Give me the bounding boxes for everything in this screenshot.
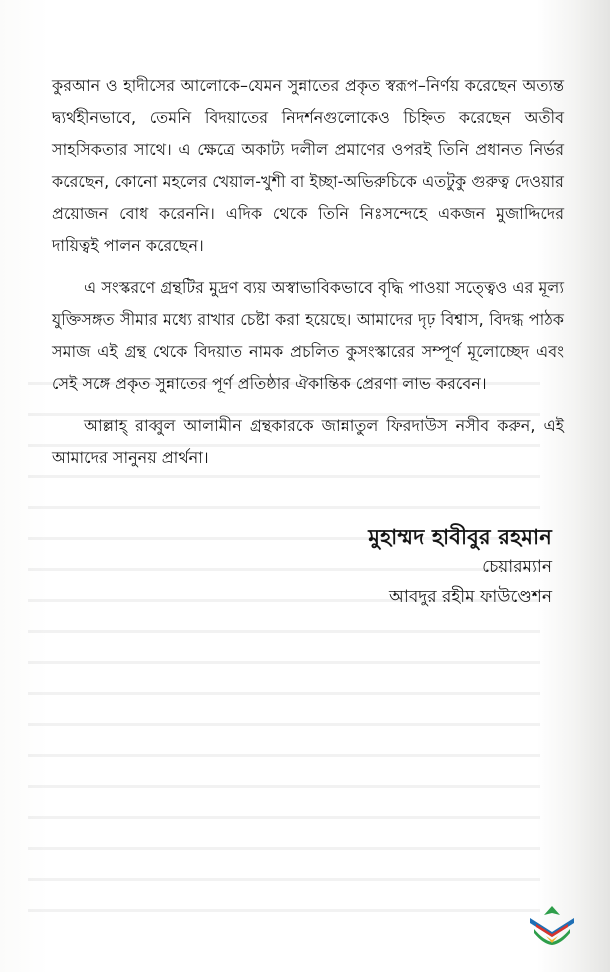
signature-block <box>368 522 552 612</box>
paragraph-3: আল্লাহ্ রাব্বুল আলামীন গ্রন্থকারকে জান্নাতুল ফিরদাউস নসীব করুন, এই আমাদের সানুনয় প্রার্থনা। <box>52 416 564 467</box>
foundation-logo-icon <box>520 902 584 946</box>
body-text <box>52 70 564 474</box>
signatory-organization: আবদুর রহীম ফাউণ্ডেশন <box>388 587 552 607</box>
signatory-name: মুহাম্মদ হাবীবুর রহমান <box>368 525 552 549</box>
signatory-role: চেয়ারম্যান <box>482 557 552 577</box>
paragraph-1: কুরআন ও হাদীসের আলোকে–যেমন সুন্নাতের প্রকৃত স্বরূপ–নির্ণয় করেছেন অত্যন্ত দ্ব্যর্থহীনভাবে, তেমনি বিদয়াতের নিদর্শনগুলোকেও চিহ্নিত করেছেন অতীব সাহসিকতার সাথে। এ ক্ষেত্রে অকাট্য দলীল প্রমাণের ওপরই তিনি প্রধানত নির্ভর করেছেন, কোনো মহলের খেয়াল-খুশী বা ইচ্ছা-অভিরুচিকে এতটুকু গুরুত্ব দেওয়ার প্রয়োজন বোধ করেননি। এদিক থেকে তিনি নিঃসন্দেহে একজন মুজাদ্দিদের দায়িত্বই পালন করেছেন। <box>52 76 564 255</box>
paragraph-2: এ সংস্করণে গ্রন্থটির মুদ্রণ ব্যয় অস্বাভাবিকভাবে বৃদ্ধি পাওয়া সত্ত্বেও এর মূল্য যুক্তিসঙ্গত সীমার মধ্যে রাখার চেষ্টা করা হয়েছে। আমাদের দৃঢ় বিশ্বাস, বিদগ্ধ পাঠক সমাজ এই গ্রন্থ থেকে বিদয়াত নামক প্রচলিত কুসংস্কারের সম্পূর্ণ মূলোচ্ছেদ এবং সেই সঙ্গে প্রকৃত সুন্নাতের পূর্ণ প্রতিষ্ঠার ঐকান্তিক প্রেরণা লাভ করবেন। <box>52 278 564 393</box>
